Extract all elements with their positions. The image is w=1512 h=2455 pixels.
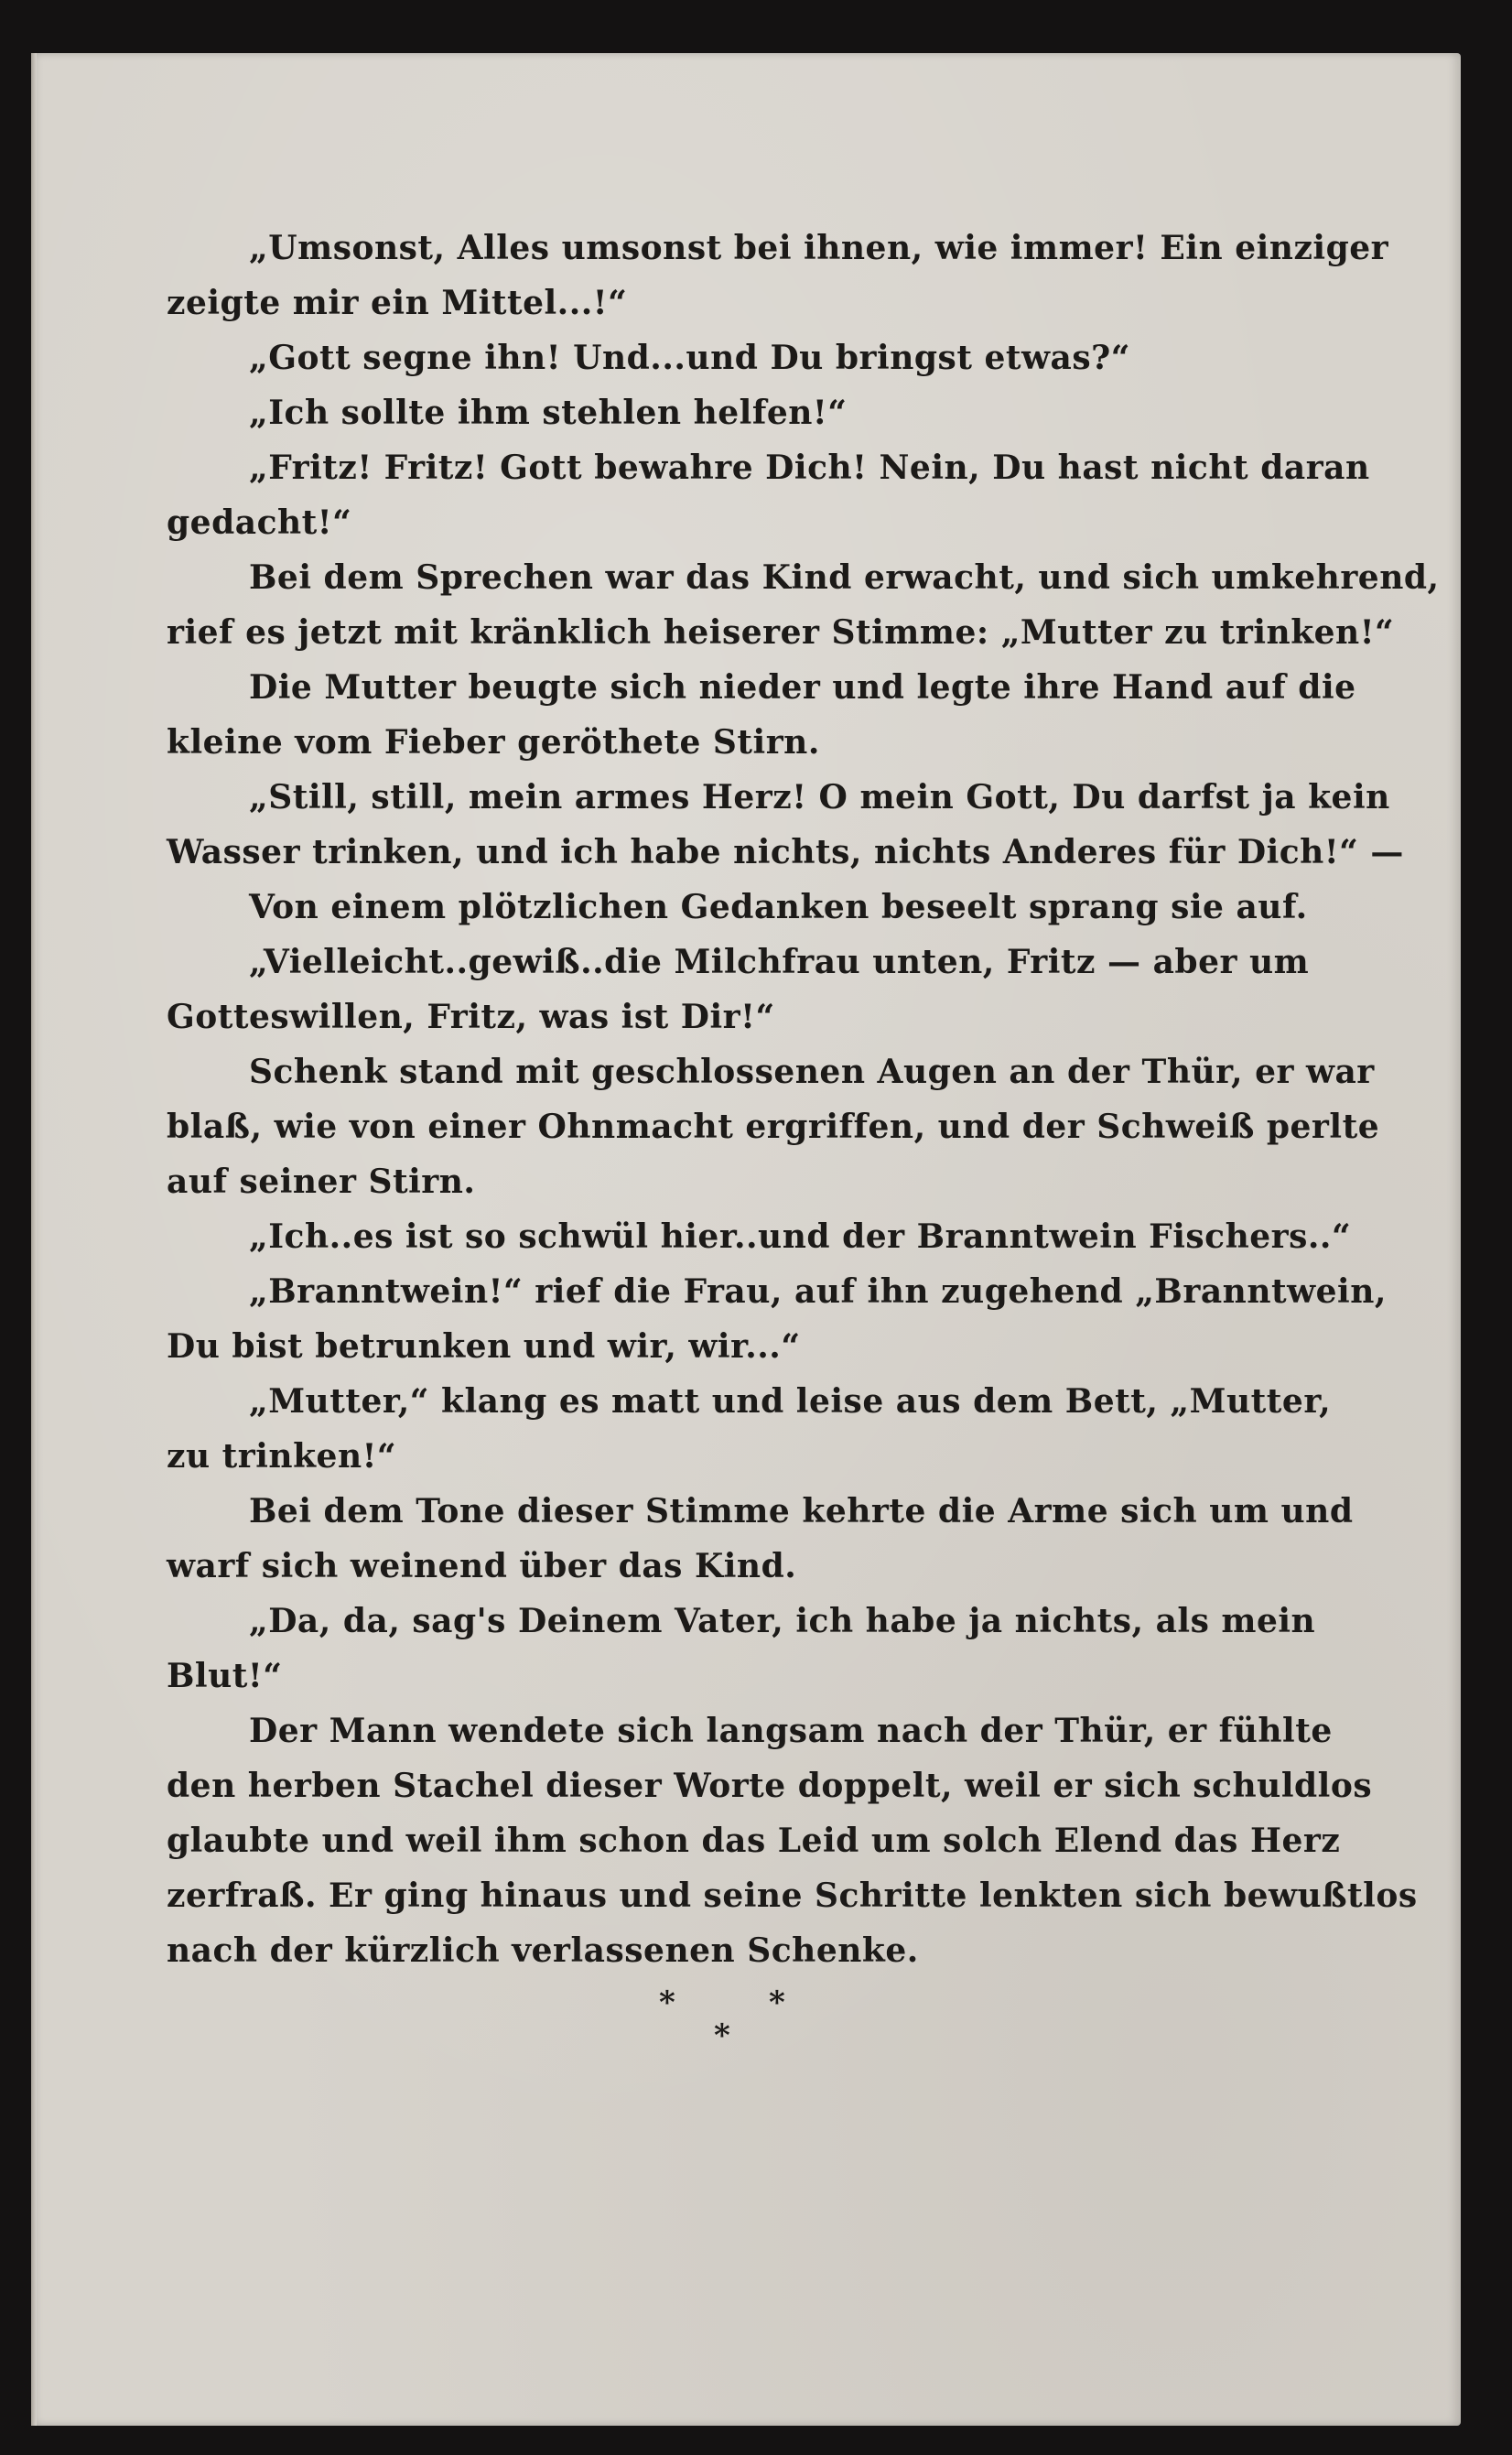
text-line-28: Der Mann wendete sich langsam nach der Thür, er fühlte	[249, 1712, 1333, 1750]
text-line-2: zeigte mir ein Mittel...!“	[167, 284, 628, 322]
text-line-27: Blut!“	[167, 1657, 283, 1695]
text-line-5: „Fritz! Fritz! Gott bewahre Dich! Nein, Du hast nicht daran	[249, 449, 1370, 487]
text-line-4: „Ich sollte ihm stehlen helfen!“	[249, 394, 848, 432]
text-line-23: zu trinken!“	[167, 1437, 397, 1476]
asterisk-ornament: *	[659, 1985, 675, 2021]
text-line-31: zerfraß. Er ging hinaus und seine Schritte lenkten sich bewußtlos	[167, 1876, 1418, 1915]
text-line-25: warf sich weinend über das Kind.	[167, 1547, 797, 1585]
text-line-15: Gotteswillen, Fritz, was ist Dir!“	[167, 998, 775, 1036]
text-line-26: „Da, da, sag's Deinem Vater, ich habe ja nichts, als mein	[249, 1602, 1316, 1640]
text-line-8: rief es jetzt mit kränklich heiserer Stimme: „Mutter zu trinken!“	[167, 613, 1395, 652]
section-separator	[632, 1985, 815, 2058]
text-line-12: Wasser trinken, und ich habe nichts, nichts Anderes für Dich!“ —	[167, 833, 1404, 871]
text-line-16: Schenk stand mit geschlossenen Augen an der Thür, er war	[249, 1053, 1375, 1091]
text-line-24: Bei dem Tone dieser Stimme kehrte die Arme sich um und	[249, 1492, 1354, 1530]
text-line-30: glaubte und weil ihm schon das Leid um solch Elend das Herz	[167, 1822, 1341, 1860]
text-line-9: Die Mutter beugte sich nieder und legte ihre Hand auf die	[249, 668, 1356, 707]
page-gutter-shadow	[31, 53, 37, 2426]
text-line-7: Bei dem Sprechen war das Kind erwacht, und sich umkehrend,	[249, 558, 1440, 597]
text-line-22: „Mutter,“ klang es matt und leise aus dem Bett, „Mutter,	[249, 1382, 1332, 1421]
asterisk-ornament: *	[769, 1985, 785, 2021]
text-line-3: „Gott segne ihn! Und...und Du bringst etwas?“	[249, 339, 1130, 377]
text-line-13: Von einem plötzlichen Gedanken beseelt sprang sie auf.	[249, 888, 1308, 926]
text-line-1: „Umsonst, Alles umsonst bei ihnen, wie immer! Ein einziger	[249, 229, 1389, 267]
text-line-6: gedacht!“	[167, 503, 352, 542]
text-line-21: Du bist betrunken und wir, wir...“	[167, 1327, 801, 1366]
text-line-17: blaß, wie von einer Ohnmacht ergriffen, und der Schweiß perlte	[167, 1108, 1380, 1146]
text-line-11: „Still, still, mein armes Herz! O mein Gott, Du darfst ja kein	[249, 778, 1390, 817]
text-line-19: „Ich..es ist so schwül hier..und der Branntwein Fischers..“	[249, 1217, 1352, 1256]
text-line-18: auf seiner Stirn.	[167, 1163, 476, 1201]
text-line-32: nach der kürzlich verlassenen Schenke.	[167, 1931, 919, 1970]
text-line-14: „Vielleicht..gewiß..die Milchfrau unten, Fritz — aber um	[249, 943, 1310, 981]
asterisk-ornament: *	[714, 2017, 730, 2054]
text-line-10: kleine vom Fieber geröthete Stirn.	[167, 723, 820, 762]
text-line-29: den herben Stachel dieser Worte doppelt, weil er sich schuldlos	[167, 1767, 1373, 1805]
text-line-20: „Branntwein!“ rief die Frau, auf ihn zugehend „Branntwein,	[249, 1272, 1387, 1311]
